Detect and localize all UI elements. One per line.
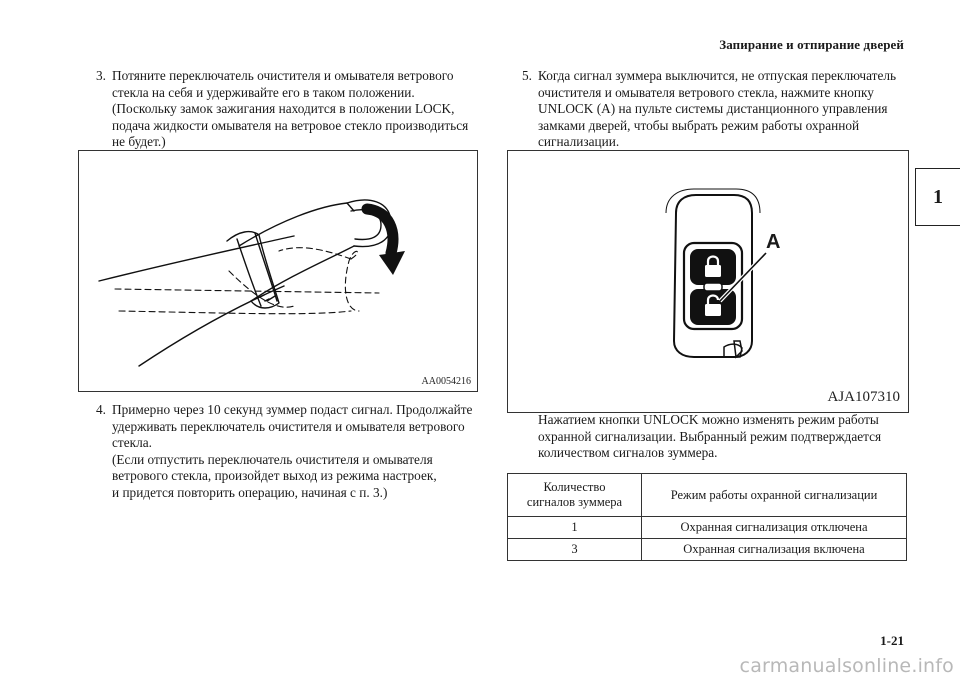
callout-label-a: A: [766, 231, 781, 253]
step-number: 5.: [522, 68, 532, 83]
wiper-switch-figure: [78, 150, 478, 392]
step-number: 3.: [96, 68, 106, 83]
header-alarm-mode: Режим работы охранной сигнализации: [642, 474, 907, 517]
step-4: [96, 402, 486, 501]
step-text: Примерно через 10 секунд зуммер подаст сигнал. Продолжайте удерживать переключатель очистителя и омывателя ветрового стекла. (Если отпустить переключатель очистителя и омывателя ветрового стекла, произойдет выход из режима настроек, и придется повторить операцию, начиная с п. 3.): [112, 402, 473, 500]
alarm-mode-cell: Охранная сигнализация включена: [642, 539, 907, 561]
running-header: Запирание и отпирание дверей: [719, 37, 904, 52]
step-number: 4.: [96, 402, 106, 417]
table-row: [508, 517, 907, 539]
step-text: Потяните переключатель очистителя и омывателя ветрового стекла на себя и удерживайте его в таком положении. (Поскольку замок зажигания находится в положении LOCK, подача жидкости омывателя на ветровое стекло производиться не будет.): [112, 68, 469, 149]
figure-code: AA0054216: [421, 376, 471, 387]
step-3: [96, 68, 486, 151]
figure-code: AJA107310: [827, 389, 900, 405]
alarm-mode-cell: Охранная сигнализация отключена: [642, 517, 907, 539]
chapter-tab: [915, 168, 960, 226]
site-watermark: carmanualsonline.info: [739, 655, 954, 677]
page-number: 1-21: [880, 633, 904, 648]
table-row: [508, 539, 907, 561]
header-beep-count: Количество сигналов зуммера: [508, 474, 642, 517]
step-5: [522, 68, 912, 151]
table-header-row: [508, 474, 907, 517]
remote-key-illustration: [508, 151, 908, 412]
wiper-stalk-illustration: [79, 151, 477, 391]
unlock-mode-paragraph: Нажатием кнопки UNLOCK можно изменять режим работы охранной сигнализации. Выбранный режим подтверждается количеством сигналов зуммера.: [538, 412, 882, 460]
beep-count-cell: 1: [508, 517, 642, 539]
alarm-mode-table: [507, 473, 907, 561]
beep-count-cell: 3: [508, 539, 642, 561]
step-text: Когда сигнал зуммера выключится, не отпуская переключатель очистителя и омывателя ветрового стекла, нажмите кнопку UNLOCK (A) на пульте системы дистанционного управления замками дверей, чтобы выбрать режим работы охранной сигнализации.: [538, 68, 897, 149]
chapter-number: 1: [933, 185, 943, 208]
remote-key-figure: [507, 150, 909, 413]
